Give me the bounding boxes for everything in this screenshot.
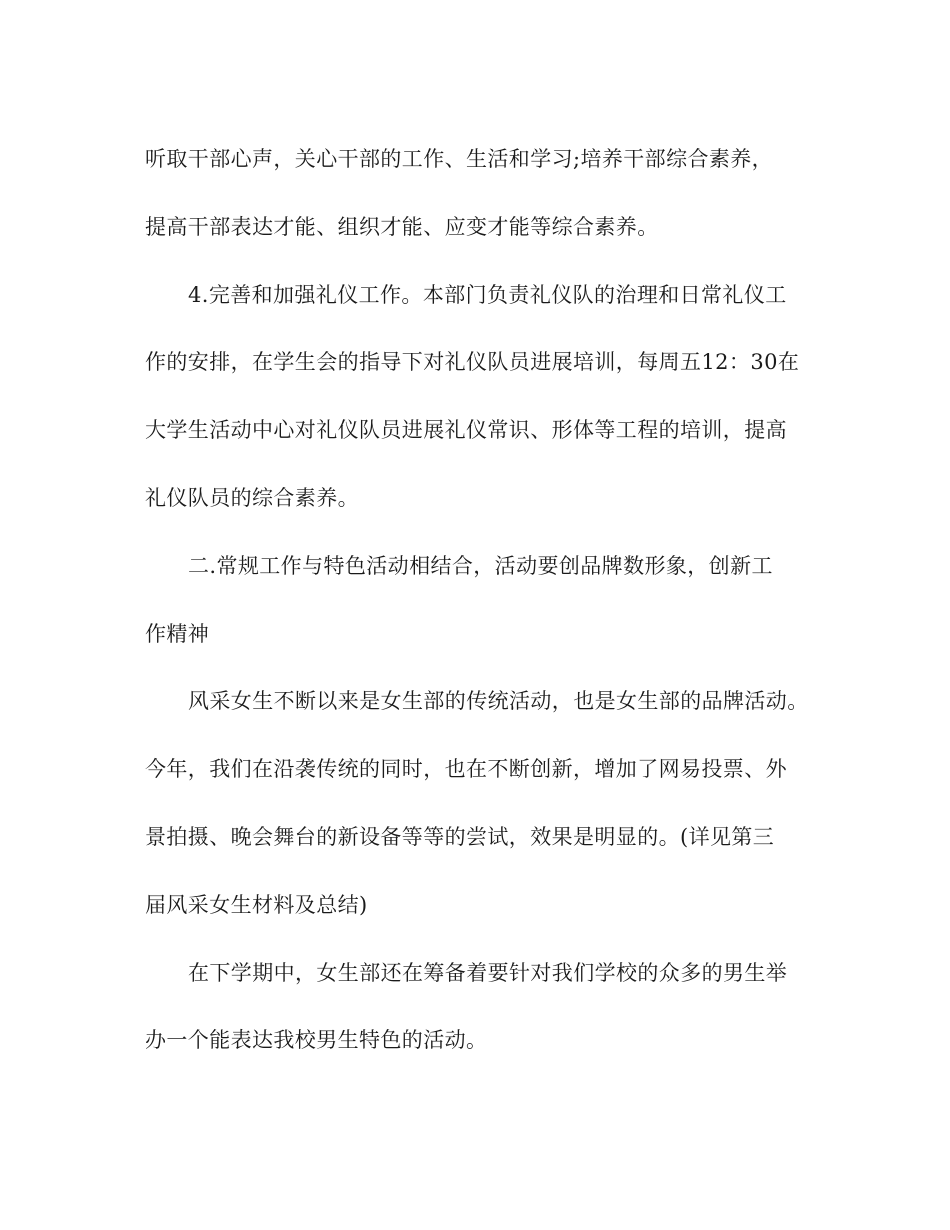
section-heading-line: 作精神: [145, 621, 210, 646]
paragraph-start-line: 风采女生不断以来是女生部的传统活动，也是女生部的品牌活动。: [188, 689, 809, 714]
paragraph-start-line: 4.完善和加强礼仪工作。本部门负责礼仪队的治理和日常礼仪工: [188, 282, 787, 307]
document-body: [145, 132, 810, 1081]
text-line: 办一个能表达我校男生特色的活动。: [145, 1028, 488, 1053]
section-heading-line: 二.常规工作与特色活动相结合，活动要创品牌数形象，创新工: [188, 553, 773, 578]
text-line: 作的安排，在学生会的指导下对礼仪队员进展培训，每周五12：30在: [145, 350, 800, 375]
text-line: 景拍摄、晚会舞台的新设备等等的尝试，效果是明显的。(详见第三: [145, 824, 775, 849]
text-line: 提高干部表达才能、组织才能、应变才能等综合素养。: [145, 214, 659, 239]
text-line: 今年，我们在沿袭传统的同时，也在不断创新，增加了网易投票、外: [145, 757, 787, 782]
text-line: 礼仪队员的综合素养。: [145, 485, 359, 510]
text-line: 届风采女生材料及总结): [145, 892, 368, 917]
paragraph-start-line: 在下学期中，女生部还在筹备着要针对我们学校的众多的男生举: [188, 960, 788, 985]
text-line: 大学生活动中心对礼仪队员进展礼仪常识、形体等工程的培训，提高: [145, 418, 787, 443]
text-line: 听取干部心声，关心干部的工作、生活和学习;培养干部综合素养，: [145, 147, 774, 171]
